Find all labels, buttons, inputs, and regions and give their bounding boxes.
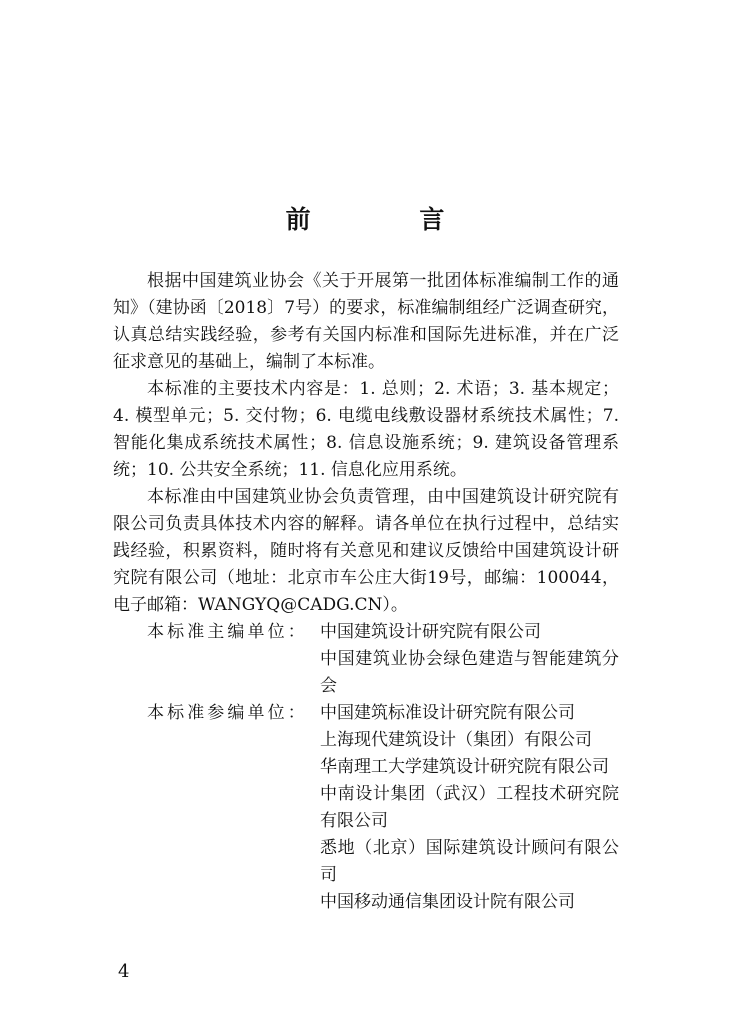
page-title: 前 言 <box>285 205 495 234</box>
chief-units-list <box>320 619 619 700</box>
page-number: 4 <box>118 961 130 982</box>
participating-unit-name: 中南设计集团（武汉）工程技术研究院有限公司 <box>320 784 619 831</box>
participating-unit-name: 悉地（北京）国际建筑设计顾问有限公司 <box>320 838 619 885</box>
chief-unit-name: 中国建筑业协会绿色建造与智能建筑分会 <box>320 649 619 696</box>
participating-unit-name: 上海现代建筑设计（集团）有限公司 <box>320 730 592 750</box>
chief-units-label: 本标准主编单位： <box>147 622 308 642</box>
participating-unit-name: 华南理工大学建筑设计研究院有限公司 <box>320 757 609 777</box>
paragraph-contents: 本标准的主要技术内容是：1. 总则；2. 术语；3. 基本规定；4. 模型单元；5. 交付物；6. 电缆电线敷设器材系统技术属性；7. 智能化集成系统技术属性；8. 信息设施系统；9. 建筑设备管理系统；10. 公共安全系统；11. 信息化应用系统。 <box>113 379 619 480</box>
participating-units-label: 本标准参编单位： <box>147 703 308 723</box>
participating-unit-name: 中国建筑标准设计研究院有限公司 <box>320 703 575 723</box>
paragraph-management: 本标准由中国建筑业协会负责管理，由中国建筑设计研究院有限公司负责具体技术内容的解释。请各单位在执行过程中，总结实践经验，积累资料，随时将有关意见和建议反馈给中国建筑设计研究院有限公司（地址：北京市车公庄大街19号，邮编：100044，电子邮箱：WANGYQ@CADG.CN）。 <box>113 487 619 615</box>
participating-unit-name: 中国移动通信集团设计院有限公司 <box>320 892 575 912</box>
chief-unit-name: 中国建筑设计研究院有限公司 <box>320 622 541 642</box>
preface-body <box>113 268 619 916</box>
participating-units-list <box>320 700 619 916</box>
chief-units-block <box>113 619 619 700</box>
paragraph-basis: 根据中国建筑业协会《关于开展第一批团体标准编制工作的通知》（建协函〔2018〕7号）的要求，标准编制组经广泛调查研究，认真总结实践经验，参考有关国内标准和国际先进标准，并在广泛征求意见的基础上，编制了本标准。 <box>113 271 619 372</box>
participating-units-block <box>113 700 619 916</box>
